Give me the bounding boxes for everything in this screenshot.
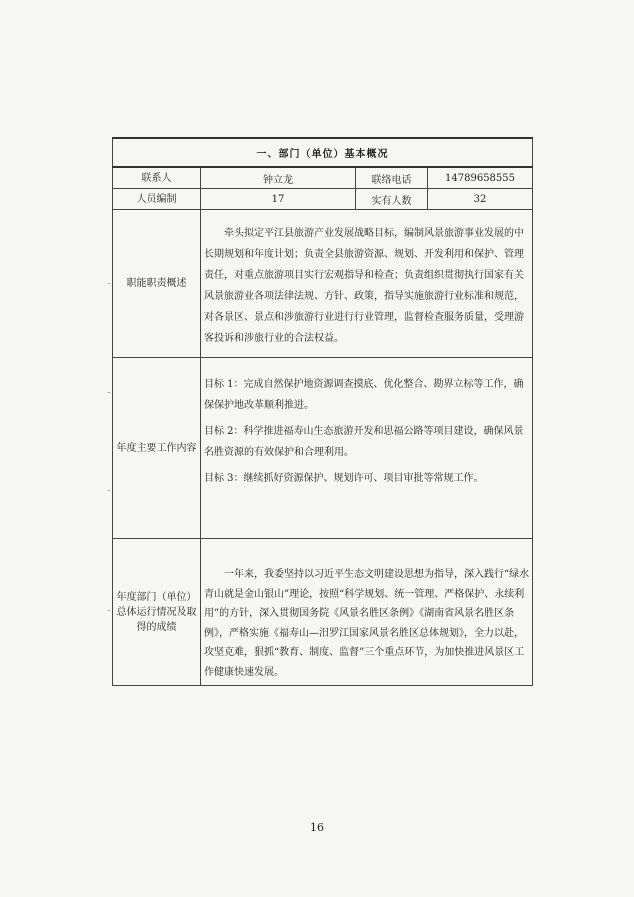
staff-row bbox=[113, 189, 533, 210]
phone-label: 联络电话 bbox=[356, 167, 428, 189]
goal-item: 目标 1：完成自然保护地资源调查摸底、优化整合、勘界立标等工作，确保保护地改革顺利推进。 bbox=[204, 379, 524, 411]
duties-row bbox=[113, 210, 533, 358]
goal-item: 目标 3：继续抓好资源保护、规划许可、项目审批等常规工作。 bbox=[204, 473, 484, 484]
scan-mark bbox=[108, 610, 110, 611]
section-title: 一、部门（单位）基本概况 bbox=[113, 138, 533, 167]
overall-result-content bbox=[201, 539, 533, 686]
scan-mark bbox=[108, 490, 110, 491]
staff-label: 人员编制 bbox=[113, 189, 201, 210]
overall-result-label: 年度部门（单位）总体运行情况及取得的成绩 bbox=[113, 539, 201, 686]
goal-item: 目标 2：科学推进福寿山生态旅游开发和思福公路等项目建设，确保风景名胜资源的有效保护和合理利用。 bbox=[204, 426, 524, 458]
contact-row bbox=[113, 167, 533, 189]
duties-text: 牵头拟定平江县旅游产业发展战略目标，编制风景旅游事业发展的中长期规划和年度计划；负责全县旅游资源、规划、开发利用和保护、管理责任，对重点旅游项目实行宏观指导和检查；负责组织贯彻执行国家有关风景旅游业各项法律法规、方针、政策，指导实施旅游行业标准和规范，对各景区、景点和涉旅游行业进行行业管理，监督检查服务质量，受理游客投诉和涉旅行业的合法权益。 bbox=[204, 228, 524, 344]
overall-result-row bbox=[113, 539, 533, 686]
scan-mark bbox=[108, 392, 110, 393]
duties-content bbox=[201, 210, 533, 358]
phone-value: 14789658555 bbox=[428, 167, 533, 189]
actual-staff-value: 32 bbox=[428, 189, 533, 210]
annual-work-row bbox=[113, 358, 533, 539]
annual-work-content bbox=[201, 358, 533, 539]
duties-label: 职能职责概述 bbox=[113, 210, 201, 358]
actual-staff-label: 实有人数 bbox=[356, 189, 428, 210]
department-overview-table bbox=[112, 137, 533, 686]
overall-result-text: 一年来，我委坚持以习近平生态文明建设思想为指导，深入践行“绿水青山就是金山银山”理论，按照“科学规划、统一管理、严格保护、永续利用”的方针，深入贯彻国务院《风景名胜区条例》《湖南省风景名胜区条例》，严格实施《福寿山—汨罗江国家风景名胜区总体规划》，全力以赴，攻坚克难，狠抓“教育、制度、监督”三个重点环节，为加快推进风景区工作健康快速发展。 bbox=[204, 569, 530, 678]
contact-label: 联系人 bbox=[113, 167, 201, 189]
scan-mark bbox=[108, 283, 110, 284]
staff-value: 17 bbox=[201, 189, 356, 210]
annual-work-label: 年度主要工作内容 bbox=[113, 358, 201, 539]
contact-value: 钟立龙 bbox=[201, 167, 356, 189]
page-number: 16 bbox=[310, 821, 324, 834]
